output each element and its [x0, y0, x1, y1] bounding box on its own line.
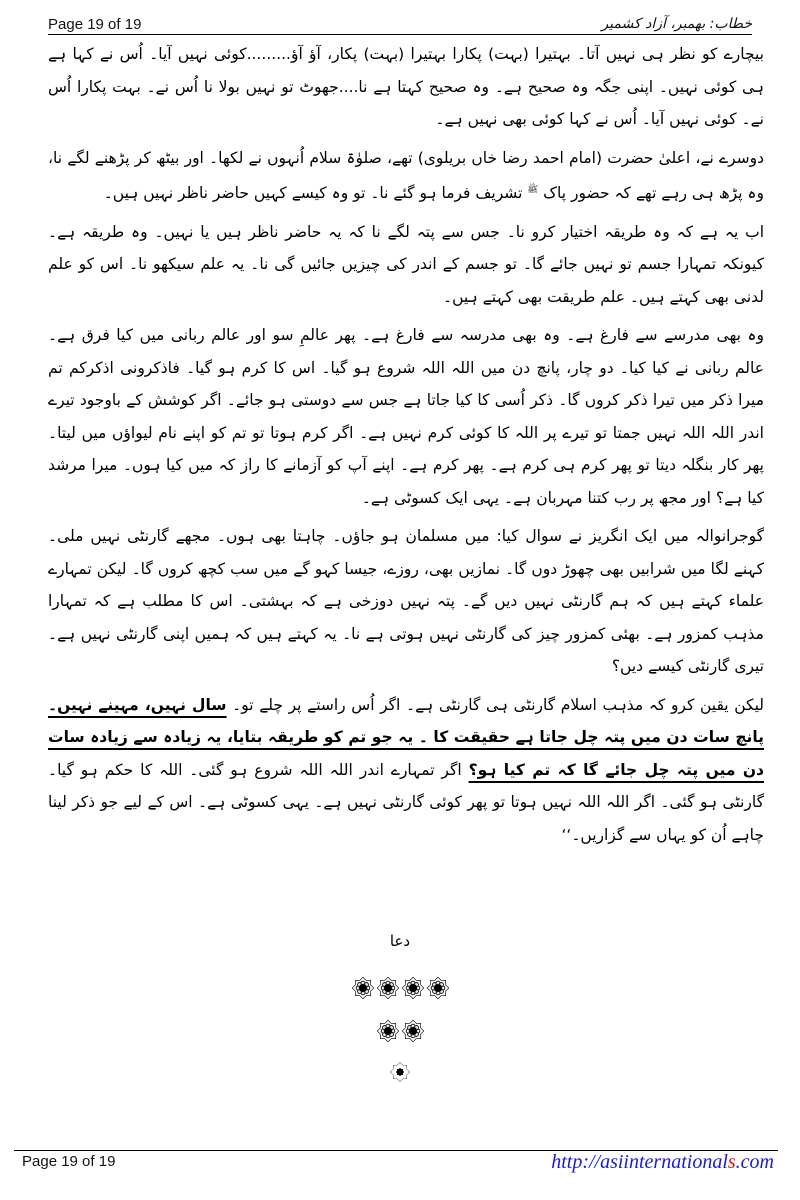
- paragraph-1: [48, 38, 764, 136]
- text-segment: وہ بھی مدرسے سے فارغ ہے۔ وہ بھی مدرسہ سے فارغ ہے۔ پھر عالمِ سو اور عالم ربانی میں کیا فرق ہے۔ عالم ربانی نے کیا کیا۔ دو چار، پانچ دن میں اللہ اللہ شروع ہو گیا۔ اس کا کرم ہو گیا۔ فاذکرونی اذکرکم تم میرا ذکر میں تیرا ذکر کروں گا۔ ذکر اُسی کا کیا جاتا ہے جس سے دوستی ہو جائے۔ اگر کوشش کے باوجود تیرے اندر اللہ اللہ نہیں جمتا تو تیرے پر اللہ کا کوئی کرم نہیں ہے۔ اگر کرم ہوتا تو تم کو اپنے نام لیواؤں میں لیتا۔ پھر کار بنگلہ دیتا تو پھر کرم ہی کرم ہے۔ پھر کرم ہے۔ اپنے آپ کو آزمانے کا راز کہ میں کیا ہوں۔ میرا مرشد کیا ہے؟ اور مجھ پر رب کتنا مہربان ہے۔ یہی ایک کسوٹی ہے۔: [48, 326, 764, 507]
- ornament-row-1: [0, 977, 800, 999]
- paragraph-6: [48, 689, 764, 852]
- url-accent: s: [727, 1151, 736, 1173]
- paragraph-4: [48, 319, 764, 514]
- header-title: خطاب: بھمبر، آزاد کشمیر: [601, 16, 752, 32]
- honorific-symbol: ﷺ: [527, 185, 539, 195]
- text-segment: گوجرانوالہ میں ایک انگریز نے سوال کیا: میں مسلمان ہو جاؤں۔ چاہتا بھی ہوں۔ مجھے گارنٹی نہیں ملی۔ کہنے لگا میں شرابیں بھی چھوڑ دوں گا۔ نمازیں بھی، روزے، جیسا کہو گے میں سب کچھ کروں گا۔ لیکن تمہارے علماء کہتے ہیں کہ ہم گارنٹی نہیں دیں گے۔ پتہ نہیں دوزخی ہے کہ بہشتی۔ اس کا مطلب ہے کہ تمہارا مذہب کمزور ہے۔ بھئی کمزور چیز کی گارنٹی نہیں ہوتی ہے نا۔ یہ کہتے ہیں کہ ہمیں اپنی گارنٹی نہیں ہے۔ تیری گارنٹی کیسے دیں؟: [48, 527, 764, 676]
- page-header: [48, 4, 752, 35]
- rosette-ornament-icon: [390, 1062, 410, 1082]
- text-segment: لیکن یقین کرو کہ مذہب اسلام گارنٹی ہی گارنٹی ہے۔ اگر اُس راستے پر چلے تو۔: [226, 695, 764, 714]
- document-body: [48, 38, 764, 857]
- rosette-ornament-icon: [352, 977, 374, 999]
- dua-heading: دعا: [389, 932, 411, 950]
- text-segment: بیچارے کو نظر ہی نہیں آتا۔ بہتیرا (بہت) پکارا بہتیرا (بہت) پکار، آؤ آؤ.........کوئی نہیں آیا۔ اُس نے کہا ہے ہی کوئی نہیں۔ اپنی جگہ وہ صحیح ہے۔ وہ صحیح کہتا ہے نا....جھوٹ تو نہیں بولا نا اُس نے۔ بہت پکارا اُس نے۔ کوئی نہیں آیا۔ اُس نے کہا کوئی بھی نہیں ہے۔: [48, 45, 764, 128]
- paragraph-3: [48, 216, 764, 314]
- paragraph-2: [48, 142, 764, 210]
- rosette-ornament-icon: [377, 1020, 399, 1042]
- header-page-number: Page 19 of 19: [48, 16, 142, 33]
- ornament-row-3: [0, 1062, 800, 1082]
- url-suffix: .com: [735, 1151, 774, 1173]
- page-footer: [14, 1150, 778, 1175]
- text-segment: اگر تمہارے اندر اللہ اللہ شروع ہو گئی۔ اللہ کا حکم ہو گیا۔ گارنٹی ہو گئی۔ اگر اللہ اللہ نہیں ہوتا تو پھر کوئی گارنٹی نہیں ہے۔ یہی کسوٹی ہے۔ اس کے لیے جو ذکر لینا چاہے اُن کو یہاں سے گزاریں۔‘‘: [48, 760, 764, 844]
- text-segment: تشریف فرما ہو گئے نا۔ تو وہ کیسے کہیں حاضر ناظر نہیں ہیں۔: [103, 184, 528, 203]
- text-segment: اب یہ ہے کہ وہ طریقہ اختیار کرو نا۔ جس سے پتہ لگے نا کہ یہ حاضر ناظر ہیں یا نہیں۔ وہ طریقہ ہے۔ کیونکہ تمہارا جسم تو نہیں جائے گا۔ تو جسم کے اندر کی چیزیں جائیں گی نا۔ یہ علم سیکھو نا۔ اس کو علم لدنی بھی کہتے ہیں۔ علم طریقت بھی کہتے ہیں۔: [48, 222, 764, 306]
- website-link[interactable]: [551, 1151, 774, 1174]
- footer-page-number: Page 19 of 19: [22, 1153, 116, 1170]
- emphasized-text: سال نہیں، مہینے نہیں۔ پانچ سات دن میں پتہ چل جاتا ہے حقیقت کا ۔ یہ جو تم کو طریقہ بتایا، یہ زیادہ سے زیادہ سات دن میں پتہ چل جائے گا کہ تم کیا ہو؟: [48, 695, 765, 779]
- rosette-ornament-icon: [377, 977, 399, 999]
- rosette-ornament-icon: [402, 1020, 424, 1042]
- paragraph-5: [48, 520, 764, 683]
- rosette-ornament-icon: [427, 977, 449, 999]
- rosette-ornament-icon: [402, 977, 424, 999]
- url-prefix: http://asiinternational: [551, 1151, 728, 1173]
- ornament-row-2: [0, 1020, 800, 1042]
- text-segment: دوسرے نے، اعلیٰ حضرت (امام احمد رضا خاں بریلوی) تھے، صلوٰۃ سلام اُنہوں نے لکھا۔ اور بیٹھ کر پڑھنے لگے نا، وہ پڑھ ہی رہے تھے کہ حضور پاک: [48, 148, 764, 203]
